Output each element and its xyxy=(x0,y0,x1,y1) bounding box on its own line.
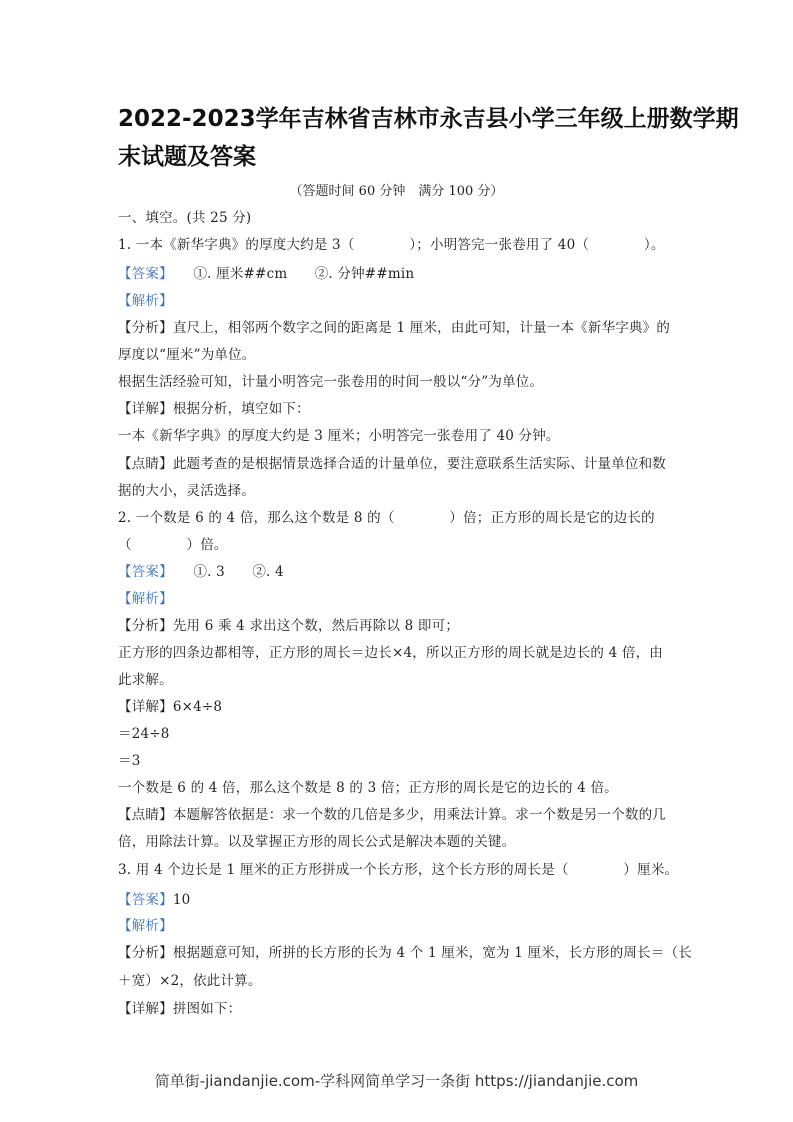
line-text: （ ）倍。 xyxy=(118,537,228,553)
line-text: 一、填空。(共 25 分) xyxy=(118,210,252,226)
line-text: 此求解。 xyxy=(118,672,173,688)
line-text: 10 xyxy=(172,892,191,908)
line-text: 倍，用除法计算。以及掌握正方形的周长公式是解决本题的关键。 xyxy=(118,834,516,850)
section-label: 【答案】 xyxy=(118,266,167,282)
text-line xyxy=(118,397,678,417)
text-line xyxy=(118,343,678,363)
section-label: 【解析】 xyxy=(118,293,173,309)
section-label: 【分析】 xyxy=(118,945,173,961)
line-text: 厚度以“厘米”为单位。 xyxy=(118,347,256,363)
line-text: 正方形的四条边都相等，正方形的周长＝边长×4，所以正方形的周长就是边长的 4 倍，由 xyxy=(118,645,663,661)
section-label: 【详解】 xyxy=(118,699,173,715)
text-line xyxy=(118,233,678,253)
line-text: 根据题意可知，所拼的长方形的长为 4 个 1 厘米，宽为 1 厘米，长方形的周长＝（长 xyxy=(172,945,692,961)
text-line xyxy=(118,479,678,499)
text-line xyxy=(118,749,678,769)
text-line xyxy=(118,424,678,444)
text-line xyxy=(118,560,678,580)
text-line xyxy=(118,858,678,878)
title-line-2: 末试题及答案 xyxy=(118,144,256,170)
line-text: 先用 6 乘 4 求出这个数，然后再除以 8 即可； xyxy=(172,618,460,634)
line-text: 根据分析，填空如下： xyxy=(172,401,310,417)
line-text: 6×4÷8 xyxy=(172,699,223,715)
line-text: ＋宽）×2，依此计算。 xyxy=(118,973,262,989)
footer-watermark: 简单街-jiandanjie.com-学科网简单学习一条街 https://jiandanjie.com xyxy=(154,1072,639,1090)
text-line xyxy=(118,587,678,607)
title-line-1: 2022-2023学年吉林省吉林市永吉县小学三年级上册数学期 xyxy=(118,106,739,132)
text-line xyxy=(118,776,678,796)
line-text: 直尺上，相邻两个数字之间的距离是 1 厘米，由此可知，计量一本《新华字典》的 xyxy=(172,320,671,336)
section-label: 【答案】 xyxy=(118,564,167,580)
line-text: 一个数是 6 的 4 倍，那么这个数是 8 的 3 倍；正方形的周长是它的边长的 4 倍。 xyxy=(118,780,618,796)
line-text: ＝3 xyxy=(118,753,141,769)
section-label: 【解析】 xyxy=(118,918,173,934)
section-label: 【分析】 xyxy=(118,618,173,634)
section-label: 【分析】 xyxy=(118,320,173,336)
line-text: 此题考查的是根据情景选择合适的计量单位，要注意联系生活实际、计量单位和数 xyxy=(172,456,667,472)
line-text: 据的大小，灵活选择。 xyxy=(118,483,255,499)
line-text: 本题解答依据是：求一个数的几倍是多少，用乘法计算。求一个数是另一个数的几 xyxy=(172,807,667,823)
line-text: 拼图如下： xyxy=(172,1001,242,1017)
section-label: 【点睛】 xyxy=(118,807,173,823)
line-text: 1. 一本《新华字典》的厚度大约是 3（ ）；小明答完一张卷用了 40（ ）。 xyxy=(118,237,665,253)
subtitle: （答题时间 60 分钟 满分 100 分） xyxy=(289,184,504,199)
section-label: 【点睛】 xyxy=(118,456,173,472)
text-line xyxy=(118,803,678,823)
text-line xyxy=(118,830,678,850)
line-text: 3. 用 4 个边长是 1 厘米的正方形拼成一个长方形，这个长方形的周长是（ ）厘米。 xyxy=(118,862,679,878)
line-text: 2. 一个数是 6 的 4 倍，那么这个数是 8 的（ ）倍；正方形的周长是它的边长的 xyxy=(118,510,655,526)
text-line xyxy=(118,722,678,742)
text-line xyxy=(118,641,678,661)
text-line xyxy=(118,316,678,336)
section-label: 【详解】 xyxy=(118,1001,173,1017)
text-line xyxy=(118,506,678,526)
text-line xyxy=(118,533,678,553)
line-text: ＝24÷8 xyxy=(118,726,170,742)
text-line xyxy=(118,997,678,1017)
section-label: 【解析】 xyxy=(118,591,173,607)
text-line xyxy=(118,614,678,634)
text-line xyxy=(118,262,678,282)
line-text: 根据生活经验可知，计量小明答完一张卷用的时间一般以“分”为单位。 xyxy=(118,374,544,390)
line-text: 一本《新华字典》的厚度大约是 3 厘米；小明答完一张卷用了 40 分钟。 xyxy=(118,428,560,444)
line-text: ①. 3 ②. 4 xyxy=(166,564,284,580)
text-line xyxy=(118,969,678,989)
text-line xyxy=(118,695,678,715)
section-label: 【答案】 xyxy=(118,892,173,908)
text-line xyxy=(118,206,678,226)
text-line xyxy=(118,888,678,908)
text-line xyxy=(118,452,678,472)
text-line xyxy=(118,289,678,309)
text-line xyxy=(118,668,678,688)
line-text: ①. 厘米##cm ②. 分钟##min xyxy=(166,266,415,282)
text-line xyxy=(118,941,692,961)
text-line xyxy=(118,914,678,934)
section-label: 【详解】 xyxy=(118,401,173,417)
text-line xyxy=(118,370,678,390)
